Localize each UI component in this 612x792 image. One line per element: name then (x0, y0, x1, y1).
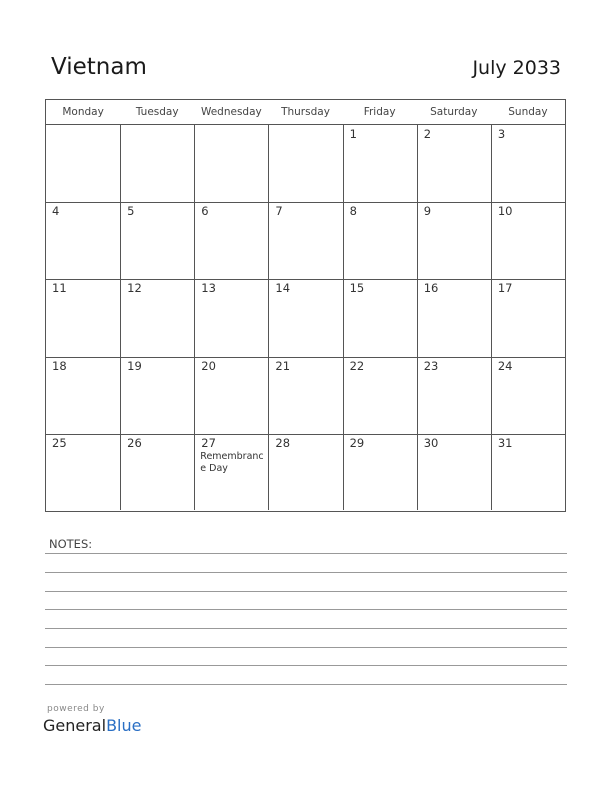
weekday-monday: Monday (62, 106, 104, 118)
day-cell (491, 201, 565, 278)
day-number: 4 (52, 204, 60, 219)
day-number: 8 (349, 204, 357, 219)
day-number: 30 (423, 435, 439, 450)
note-line (45, 572, 567, 573)
day-cell (194, 433, 268, 510)
weekday-thursday: Thursday (281, 106, 330, 118)
day-cell (343, 356, 417, 433)
day-cell (417, 433, 491, 510)
day-number: 1 (349, 127, 357, 141)
day-number: 31 (497, 435, 513, 450)
day-number: 7 (275, 204, 283, 219)
day-number: 10 (497, 204, 513, 219)
weekday-saturday: Saturday (430, 106, 478, 118)
weekday-wednesday: Wednesday (200, 106, 262, 118)
day-number: 11 (52, 281, 67, 296)
day-number: 6 (201, 204, 209, 219)
day-cell (417, 124, 491, 202)
note-line (45, 591, 567, 592)
day-number: 26 (127, 435, 142, 450)
day-number: 12 (127, 281, 142, 296)
day-number: 27 (201, 435, 216, 450)
day-cell (120, 124, 194, 202)
day-number: 20 (201, 358, 216, 373)
day-cell (417, 356, 491, 433)
day-number: 22 (349, 358, 365, 373)
day-cell (268, 356, 342, 433)
brand-logo (43, 716, 141, 735)
day-cell (491, 124, 565, 202)
note-line (45, 609, 567, 610)
day-cell (491, 278, 565, 355)
day-number: 23 (423, 358, 439, 373)
day-cell (268, 433, 342, 510)
note-line (45, 628, 567, 629)
weekday-header (46, 100, 565, 125)
day-cell (343, 433, 417, 510)
day-cell (343, 278, 417, 355)
holiday-label: Remembrance Day (200, 450, 264, 474)
calendar-grid (45, 99, 566, 512)
powered-by-text: powered by (47, 704, 105, 714)
month-title: July 2033 (472, 57, 561, 79)
day-number: 16 (423, 281, 439, 296)
day-cell (120, 201, 194, 278)
day-number: 19 (127, 358, 142, 373)
day-number: 18 (52, 358, 67, 373)
day-cell (120, 278, 194, 355)
day-number: 13 (201, 281, 216, 296)
day-number: 3 (497, 127, 506, 141)
day-cell (46, 356, 120, 433)
day-cell (46, 278, 120, 355)
note-line (45, 553, 567, 554)
day-cell (194, 201, 268, 278)
day-number: 5 (127, 204, 135, 219)
day-cell (46, 201, 120, 278)
day-cell (491, 356, 565, 433)
day-cell (417, 278, 491, 355)
weekday-friday: Friday (363, 106, 396, 118)
day-number: 21 (275, 358, 291, 373)
day-number: 29 (349, 435, 365, 450)
weekday-tuesday: Tuesday (135, 106, 179, 118)
day-cell (46, 124, 120, 202)
day-number: 25 (52, 435, 67, 450)
day-number: 28 (275, 435, 291, 450)
day-number: 17 (497, 281, 513, 296)
day-number: 15 (349, 281, 365, 296)
day-cell (343, 201, 417, 278)
day-number: 14 (275, 281, 291, 296)
day-cell (343, 124, 417, 202)
day-cell (194, 278, 268, 355)
day-cell (417, 201, 491, 278)
note-line (45, 665, 567, 666)
day-cell (268, 201, 342, 278)
weekday-sunday: Sunday (508, 106, 548, 118)
day-cell (46, 433, 120, 510)
day-cell (120, 356, 194, 433)
day-cell (491, 433, 565, 510)
day-number: 24 (497, 358, 513, 373)
day-number: 9 (423, 204, 432, 219)
country-title: Vietnam (51, 54, 147, 80)
day-cell (194, 356, 268, 433)
day-cell (194, 124, 268, 202)
day-cell (120, 433, 194, 510)
note-line (45, 684, 567, 685)
day-number: 2 (423, 127, 432, 141)
brand-general: General (43, 716, 107, 735)
day-cell (268, 124, 342, 202)
day-cell (268, 278, 342, 355)
note-line (45, 647, 567, 648)
notes-label: NOTES: (49, 537, 93, 551)
brand-blue: Blue (106, 716, 142, 735)
